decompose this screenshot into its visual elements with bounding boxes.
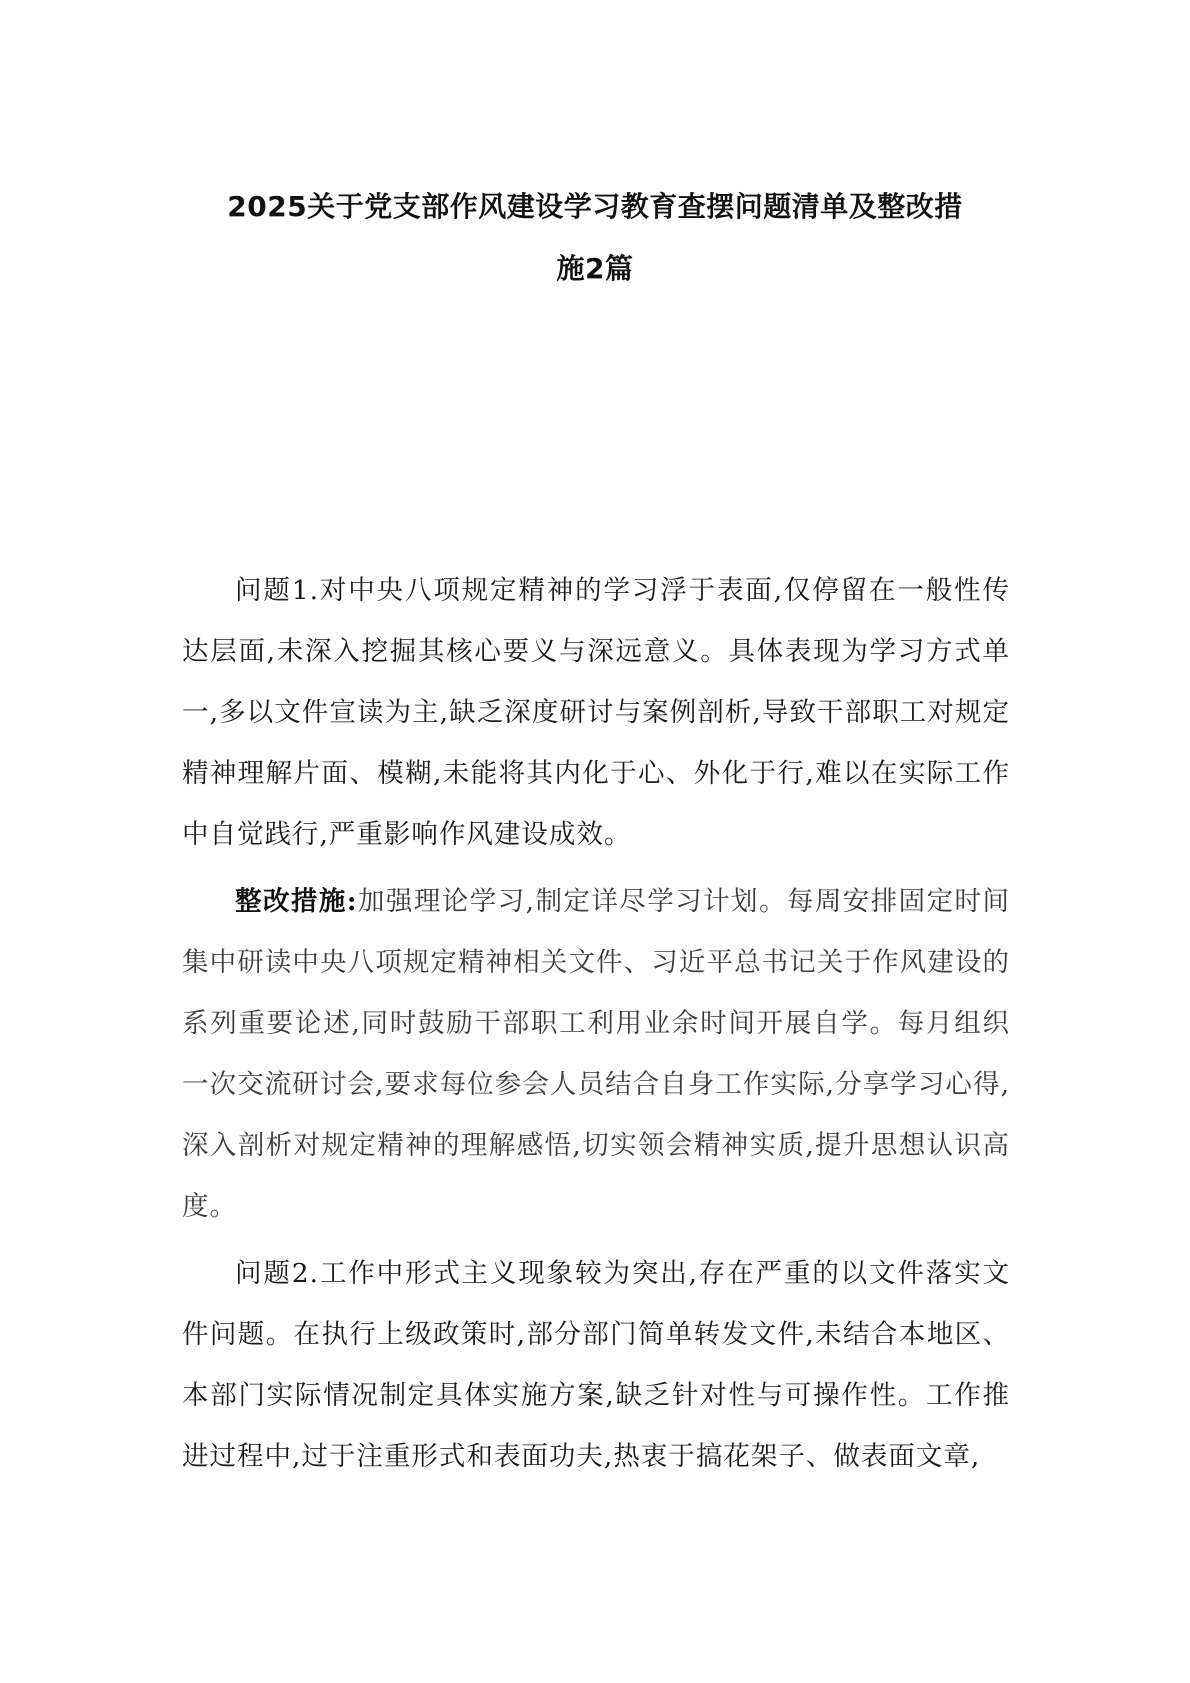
document-body bbox=[182, 560, 1010, 1487]
paragraph-problem-2: 问题2.工作中形式主义现象较为突出,存在严重的以文件落实文件问题。在执行上级政策时,部分部门简单转发文件,未结合本地区、本部门实际情况制定具体实施方案,缺乏针对性与可操作性。工作推进过程中,过于注重形式和表面功夫,热衷于搞花架子、做表面文章, bbox=[182, 1258, 1010, 1472]
title-line-1: 2025关于党支部作风建设学习教育查摆问题清单及整改措 bbox=[227, 190, 963, 223]
rectification-lead: 整改措施: bbox=[235, 886, 358, 917]
title-line-2: 施2篇 bbox=[556, 252, 634, 285]
paragraph-problem-1: 问题1.对中央八项规定精神的学习浮于表面,仅停留在一般性传达层面,未深入挖掘其核心要义与深远意义。具体表现为学习方式单一,多以文件宣读为主,缺乏深度研讨与案例剖析,导致干部职工对规定精神理解片面、模糊,未能将其内化于心、外化于行,难以在实际工作中自觉践行,严重影响作风建设成效。 bbox=[182, 575, 1010, 850]
paragraph-rectification-1 bbox=[182, 871, 1010, 1237]
document-title bbox=[170, 176, 1020, 300]
rectification-text: 加强理论学习,制定详尽学习计划。每周安排固定时间集中研读中央八项规定精神相关文件、习近平总书记关于作风建设的系列重要论述,同时鼓励干部职工利用业余时间开展自学。每月组织一次交流研讨会,要求每位参会人员结合自身工作实际,分享学习心得,深入剖析对规定精神的理解感悟,切实领会精神实质,提升思想认识高度。 bbox=[182, 886, 1010, 1222]
